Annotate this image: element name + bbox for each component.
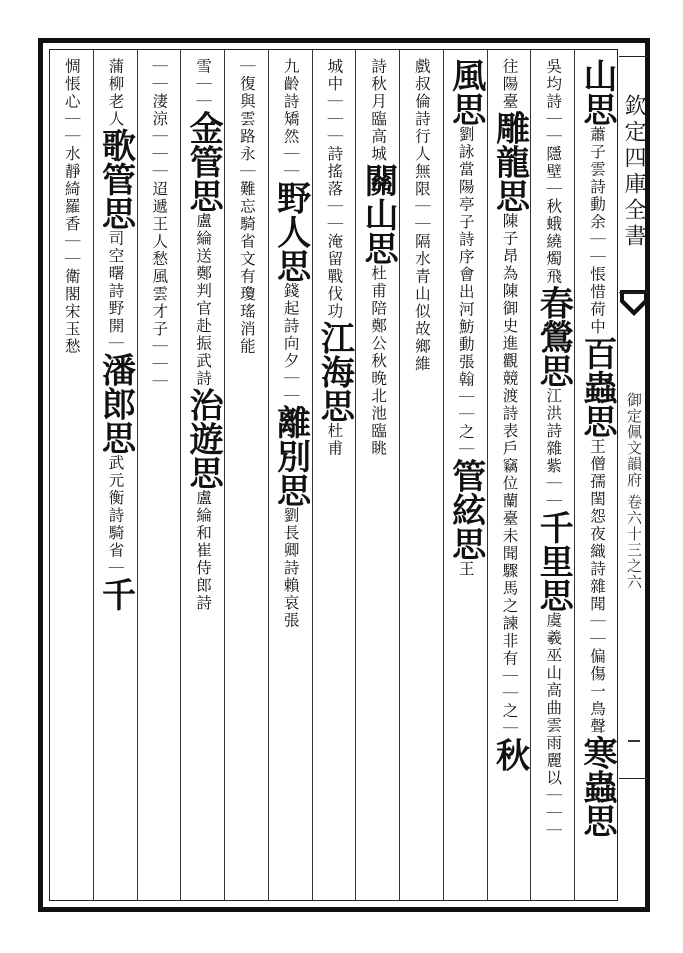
entry-note: 哀張	[281, 594, 300, 630]
entry-note: 蕭子雲詩動余	[587, 126, 606, 231]
entry-heading: 潘郎思	[95, 352, 136, 455]
entry-heading: 關山思	[358, 163, 399, 265]
entry-heading: 雕龍思	[489, 110, 530, 213]
entry-note: 城中｜｜｜	[325, 58, 344, 146]
strip-bottom-rule	[619, 778, 648, 779]
page-number-mark	[628, 740, 640, 742]
entry-note: 淒涼｜｜｜迢遞王人愁	[150, 93, 169, 268]
entry-note: 曲雲雨麗以	[544, 699, 563, 787]
strip-fish-rule	[619, 292, 648, 293]
entry-heading: 寒蟲思	[576, 735, 617, 838]
entry-note: 維	[412, 355, 431, 373]
entry-note: 惆悵心	[62, 58, 81, 111]
entry-heading: 歌管思	[95, 128, 136, 230]
entry-heading: 離別思	[270, 405, 311, 507]
text-column-6	[355, 58, 399, 892]
entry-note: 劉詠當陽亭子詩序會出河魴動張翰｜｜之｜	[456, 126, 475, 459]
entry-note: 盧綸和崔侍郎詩	[194, 489, 213, 612]
column-rule	[487, 49, 488, 901]
entry-note: 詩搖落｜｜淹留戰伐功	[325, 145, 344, 321]
entry-note: 王僧孺閨怨夜織詩雜	[587, 438, 606, 596]
text-column-7	[312, 58, 356, 892]
text-column-8	[268, 58, 312, 892]
entry-note: 往陽臺	[500, 58, 519, 111]
fish-tail-icon	[620, 290, 648, 320]
strip-top-rule	[619, 56, 648, 57]
entry-note: 武元衡詩騎省｜	[106, 454, 125, 577]
column-rule	[574, 49, 575, 901]
column-rule	[137, 49, 138, 901]
entry-heading: 風思	[445, 58, 486, 126]
text-column-12	[93, 58, 137, 892]
column-rule	[530, 49, 531, 901]
entry-note: 雪｜｜	[194, 58, 213, 111]
column-rule	[224, 49, 225, 901]
column-rule	[312, 49, 313, 901]
entry-note: 風雲才子｜｜｜	[150, 268, 169, 391]
entry-note: ｜	[544, 787, 563, 805]
entry-note: 劉長卿詩賴	[281, 507, 300, 595]
entry-note: 九齡詩矯然｜｜	[281, 58, 300, 181]
entry-note: 杜甫	[325, 422, 344, 458]
volume-label: 御定佩文韻府 卷六十三之六	[625, 392, 643, 590]
entry-heading: 金管思	[183, 110, 224, 213]
column-rule	[399, 49, 400, 901]
entry-note: 戲叔倫詩行人無限｜｜隔水青山似故鄉	[412, 58, 431, 356]
entry-heading: 山思	[576, 58, 617, 126]
entry-heading: 秋	[489, 737, 530, 772]
entry-note: ｜｜水靜綺羅香	[62, 110, 81, 233]
entry-note: 盧綸送鄭判官赴振武詩	[194, 212, 213, 388]
entry-heading: 百蟲思	[576, 336, 617, 438]
text-column-11	[137, 58, 181, 892]
entry-note: 江洪詩雜紫｜｜	[544, 387, 563, 510]
text-column-5	[399, 58, 443, 892]
entry-note: ｜	[544, 804, 563, 822]
text-column-4	[443, 58, 487, 892]
entry-note: 蒲柳老人	[106, 58, 125, 128]
text-column-10	[180, 58, 224, 892]
entry-note: ｜復與雲路永	[237, 58, 256, 163]
column-rule	[93, 49, 94, 901]
entry-note: ｜秋蛾繞燭飛	[544, 180, 563, 286]
entry-note: 司空曙詩野開｜	[106, 230, 125, 353]
entry-heading: 江海思	[314, 320, 355, 423]
entry-note: 杜甫陪鄭公秋晚北池臨眺	[369, 265, 388, 458]
entry-heading: 春鶯思	[533, 285, 574, 388]
entry-note: 吳均詩｜｜隱壁	[544, 58, 563, 181]
column-rule	[355, 49, 356, 901]
entry-note: 詩秋月臨高城	[369, 58, 388, 163]
entry-heading: 管絃思	[445, 458, 486, 561]
entry-heading: 治遊思	[183, 387, 224, 490]
entry-note: ｜	[150, 58, 169, 76]
entry-note: 陳子昂為陳御史進	[500, 212, 519, 353]
entry-note: 戶竊位蘭臺未聞驟馬之諫非有｜｜之｜	[500, 440, 519, 738]
entry-note: 虞羲巫山高	[544, 612, 563, 700]
entry-note: ｜悵惜荷中	[587, 248, 606, 336]
column-rule	[443, 49, 444, 901]
entry-heading: 野人思	[270, 180, 311, 283]
entry-note: 聞｜｜偏傷一鳥聲	[587, 595, 606, 736]
entry-heading: 千里思	[533, 510, 574, 612]
entry-note: ｜難忘騎省文	[237, 163, 256, 268]
entry-note: 有瓊瑤消能	[237, 268, 256, 356]
entry-note: ｜	[587, 231, 606, 249]
entry-note: 觀競渡詩表	[500, 352, 519, 440]
entry-note: ｜	[544, 822, 563, 840]
text-column-2	[530, 58, 574, 892]
entry-heading: 千	[95, 577, 136, 611]
column-rule	[180, 49, 181, 901]
text-column-9	[224, 58, 268, 892]
entry-note: 王	[456, 560, 475, 578]
book-title: 欽定四庫全書	[621, 94, 646, 250]
text-column-13	[49, 58, 93, 892]
column-rule	[268, 49, 269, 901]
entry-note: 錢起詩向夕｜｜	[281, 282, 300, 405]
entry-note: ｜｜衛閣宋玉愁	[62, 233, 81, 356]
text-column-3	[487, 58, 531, 892]
entry-note: ｜	[150, 75, 169, 93]
text-column-1	[574, 58, 618, 892]
